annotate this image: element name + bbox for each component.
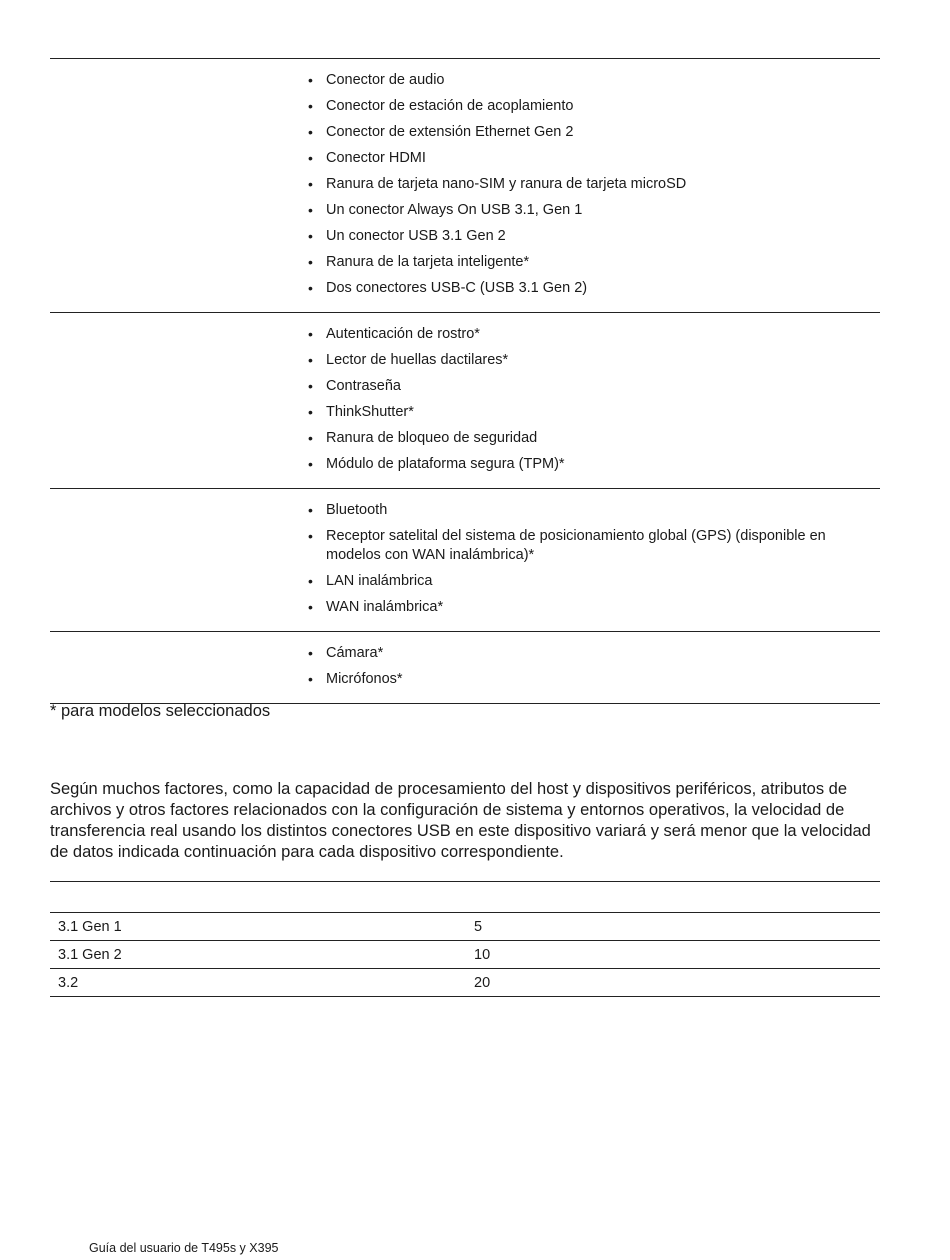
list-item: • Ranura de bloqueo de seguridad — [308, 429, 880, 448]
audio-video-list — [50, 644, 880, 689]
list-item: • Ranura de la tarjeta inteligente* — [308, 253, 880, 272]
security-section — [50, 313, 880, 489]
table-row — [50, 941, 880, 969]
security-list — [50, 325, 880, 474]
list-item: • ThinkShutter* — [308, 403, 880, 422]
usb-rate-cell: 10 — [466, 941, 880, 969]
wireless-section — [50, 489, 880, 632]
list-item: • Ranura de tarjeta nano-SIM y ranura de tarjeta microSD — [308, 175, 880, 194]
list-item: • Conector de audio — [308, 71, 880, 90]
usb-rate-table — [50, 881, 880, 997]
list-item: • Autenticación de rostro* — [308, 325, 880, 344]
list-item: • Conector de extensión Ethernet Gen 2 — [308, 123, 880, 142]
list-item: • Contraseña — [308, 377, 880, 396]
usb-version-cell: 3.1 Gen 1 — [50, 913, 466, 941]
usb-version-cell: 3.1 Gen 2 — [50, 941, 466, 969]
connectors-section — [50, 59, 880, 313]
list-item: • Lector de huellas dactilares* — [308, 351, 880, 370]
list-item: • Conector de estación de acoplamiento — [308, 97, 880, 116]
usb-rate-cell: 5 — [466, 913, 880, 941]
table-row — [50, 913, 880, 941]
list-item: • Bluetooth — [308, 501, 880, 520]
list-item: • Módulo de plataforma segura (TPM)* — [308, 455, 880, 474]
list-item: • Cámara* — [308, 644, 880, 663]
table-header-cell — [50, 882, 466, 913]
connectors-list — [50, 71, 880, 298]
table-header-row — [50, 882, 880, 913]
usb-transfer-note: Según muchos factores, como la capacidad de procesamiento del host y dispositivos periféricos, atributos de archivos y otros factores relacionados con la configuración de sistema y entornos operativos, la velocidad de transferencia real usando los distintos conectores USB en este dispositivo variará y será menor que la velocidad de datos indicada continuación para cada dispositivo correspondiente. — [50, 780, 871, 861]
page-footer: Guía del usuario de T495s y X395 — [89, 1241, 279, 1255]
wireless-list — [50, 501, 880, 617]
list-item: • Conector HDMI — [308, 149, 880, 168]
list-item: • Receptor satelital del sistema de posicionamiento global (GPS) (disponible en modelos con WAN inalámbrica)* — [308, 527, 880, 565]
table-row — [50, 969, 880, 997]
usb-version-cell: 3.2 — [50, 969, 466, 997]
specifications-table — [50, 58, 880, 704]
list-item: • Dos conectores USB-C (USB 3.1 Gen 2) — [308, 279, 880, 298]
audio-video-section — [50, 632, 880, 704]
list-item: • Un conector Always On USB 3.1, Gen 1 — [308, 201, 880, 220]
usb-rate-cell: 20 — [466, 969, 880, 997]
table-header-cell — [466, 882, 880, 913]
list-item: • Un conector USB 3.1 Gen 2 — [308, 227, 880, 246]
footnote: * para modelos seleccionados — [50, 702, 271, 720]
list-item: • WAN inalámbrica* — [308, 598, 880, 617]
list-item: • LAN inalámbrica — [308, 572, 880, 591]
list-item: • Micrófonos* — [308, 670, 880, 689]
